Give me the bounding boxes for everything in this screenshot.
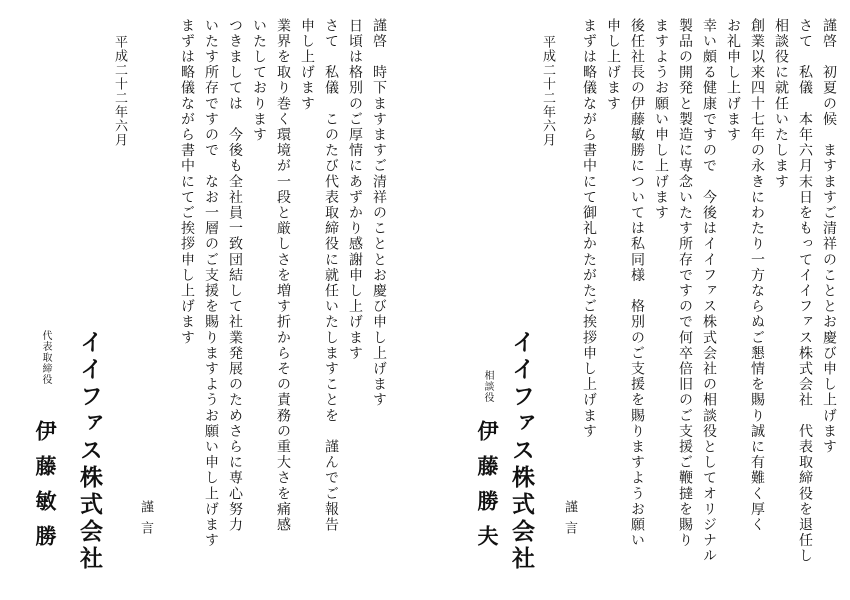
signer-title: 相談役 <box>482 370 493 403</box>
letter-line: いたしております <box>251 18 267 143</box>
signer-title: 代表取締役 <box>40 330 51 385</box>
retirement-letter <box>425 0 850 600</box>
closing-word: 謹言 <box>562 500 577 542</box>
letter-line: まずは略儀ながら書中にてご挨拶申し上げます <box>179 18 195 346</box>
letter-line: つきましては 今後も全社員一致団結して社業発展のためさらに専心努力 <box>227 18 243 533</box>
letter-line: 相談役に就任いたします <box>773 18 789 190</box>
letter-line: さて 私儀 本年六月末日をもってイイファス株式会社 代表取締役を退任し <box>797 18 813 564</box>
letter-line: 申し上げます <box>299 18 315 112</box>
letter-line: 申し上げます <box>605 18 621 112</box>
signer-name: 伊藤勝夫 <box>475 420 500 560</box>
letter-line: 日頃は格別のご厚情にあずかり感謝申し上げます <box>347 18 363 362</box>
letter-line: まずは略儀ながら書中にて御礼かたがたご挨拶申し上げます <box>581 18 597 440</box>
letter-line: 製品の開発と製造に専念いたす所存ですので何卒倍旧のご支援ご鞭撻を賜り <box>677 18 693 549</box>
letter-date: 平成二十二年六月 <box>540 35 555 147</box>
closing-word: 謹言 <box>138 500 153 542</box>
letter-line: 謹啓 初夏の候 ますますご清祥のこととお慶び申し上げます <box>821 18 837 455</box>
letter-line: 業界を取り巻く環境が一段と厳しさを増す折からその責務の重大さを痛感 <box>275 18 291 533</box>
letter-line: 創業以来四十七年の永きにわたり一方ならぬご懇情を賜り誠に有難く厚く <box>749 18 765 533</box>
company-name: イイファス株式会社 <box>76 330 103 573</box>
letter-date: 平成二十二年六月 <box>112 35 127 147</box>
letter-line: 幸い頗る健康ですので 今後はイイファス株式会社の相談役としてオリジナル <box>701 18 717 564</box>
letter-line: 後任社長の伊藤敏勝については私同様 格別のご支援を賜りますようお願い <box>629 18 645 549</box>
letter-line: ますようお願い申し上げます <box>653 18 669 221</box>
letter-line: いたす所存ですので なお一層のご支援を賜りますようお願い申し上げます <box>203 18 219 549</box>
letter-line: お礼申し上げます <box>725 18 741 143</box>
letter-line: 謹啓 時下ますますご清祥のこととお慶び申し上げます <box>371 18 387 408</box>
letter-line: さて 私儀 このたび代表取締役に就任いたしますことを 謹んでご報告 <box>323 18 339 533</box>
signer-name: 伊藤敏勝 <box>33 420 58 560</box>
company-name: イイファス株式会社 <box>508 330 535 573</box>
